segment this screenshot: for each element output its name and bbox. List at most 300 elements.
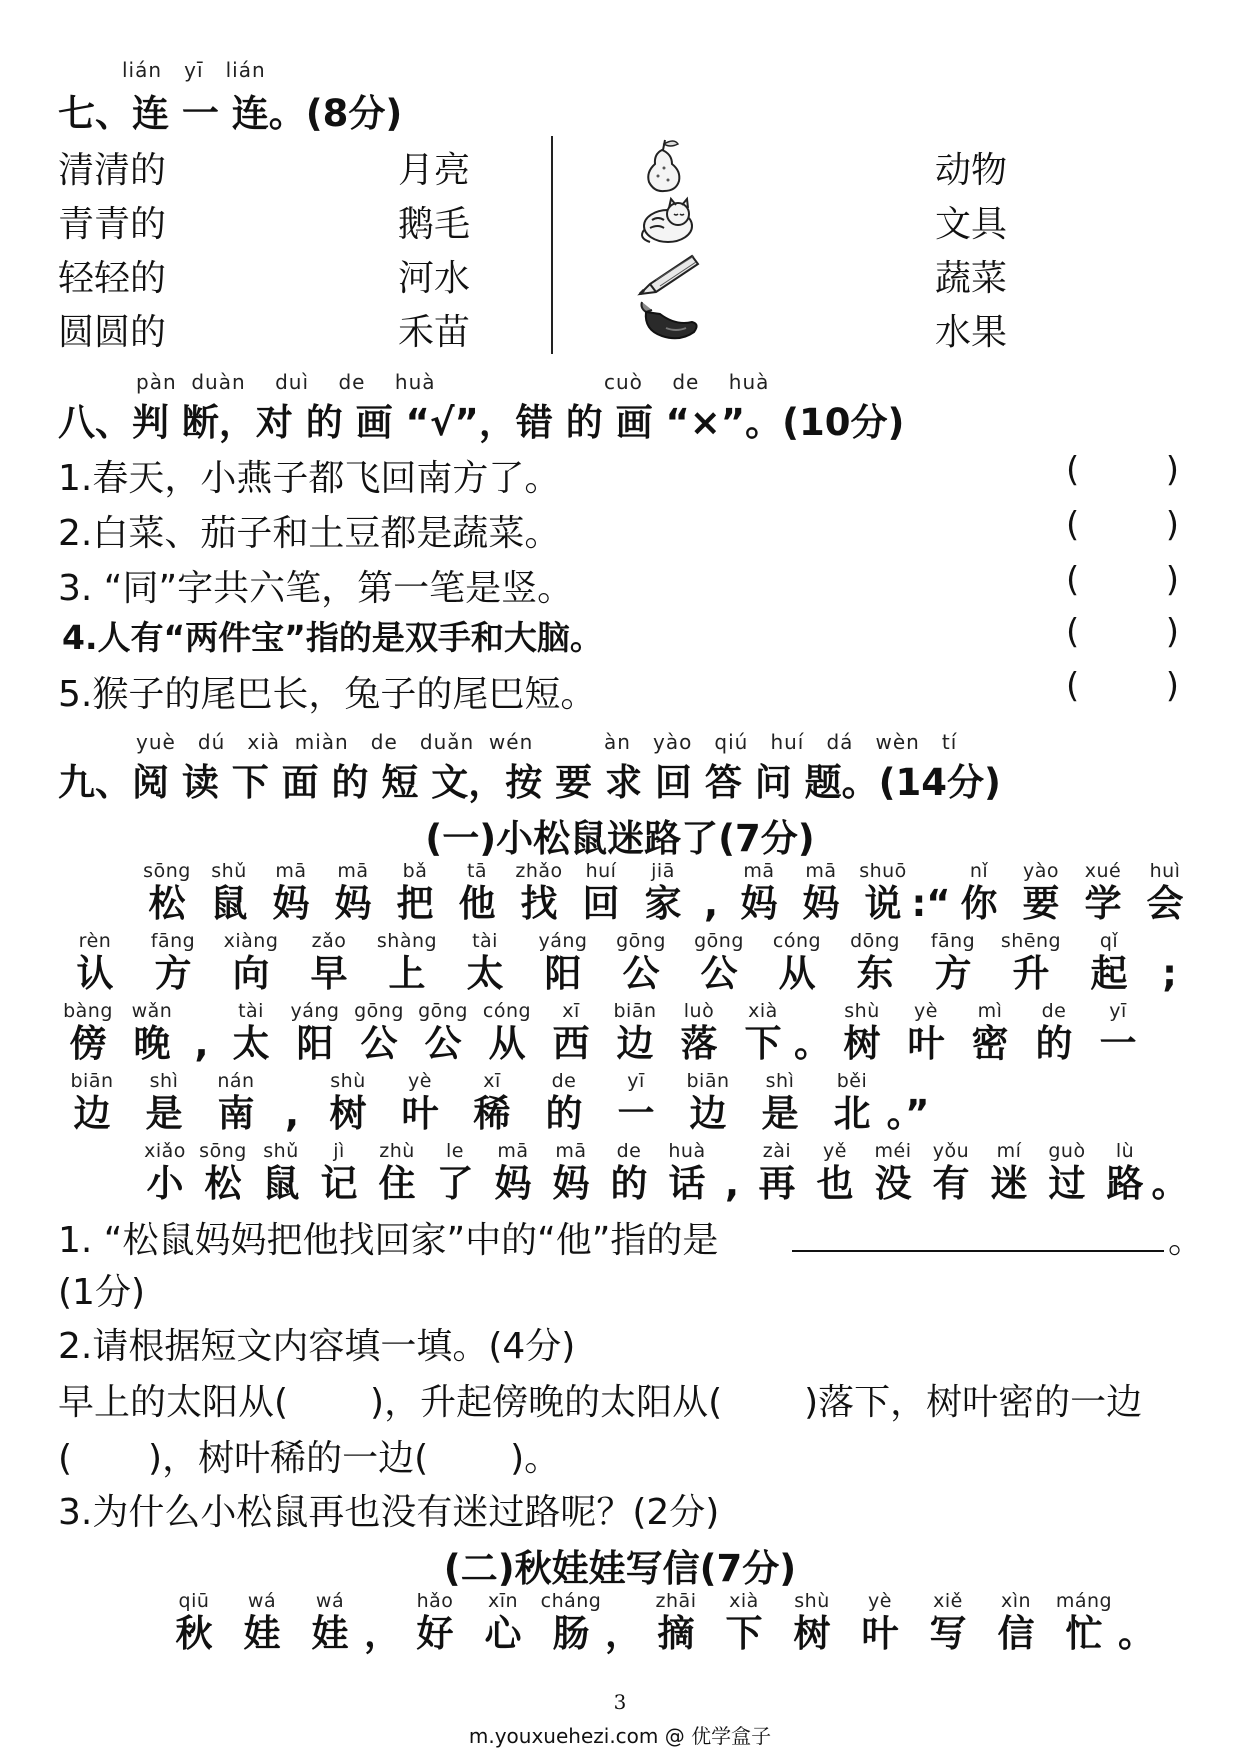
hanzi: 松 — [204, 1162, 242, 1205]
hanzi-with-pinyin — [836, 930, 914, 996]
pinyin: zǎo — [311, 930, 347, 952]
hanzi: 边 — [689, 1092, 727, 1135]
hanzi: 树 — [793, 1612, 831, 1655]
punctuation — [605, 1590, 642, 1656]
match-right-word[interactable]: 河水 — [398, 258, 471, 299]
hanzi-with-pinyin — [401, 1590, 469, 1656]
hanzi-with-pinyin — [728, 860, 790, 926]
hanzi-with-pinyin — [322, 860, 384, 926]
pinyin: mā — [497, 1140, 529, 1162]
hanzi: :“ — [911, 882, 951, 925]
pinyin: tā — [466, 860, 488, 882]
hanzi: 方 — [934, 952, 972, 995]
pinyin: mā — [743, 860, 775, 882]
pinyin: jiā — [651, 860, 675, 882]
hanzi: 回 — [582, 882, 620, 925]
hanzi: 边 — [616, 1022, 654, 1065]
punctuation — [1148, 930, 1191, 996]
hanzi-with-pinyin — [914, 930, 992, 996]
punctuation — [795, 1000, 830, 1066]
hanzi-with-pinyin — [384, 1070, 456, 1136]
pinyin: nán — [217, 1070, 255, 1092]
hanzi-with-pinyin — [446, 860, 508, 926]
fill-text: )。 — [510, 1438, 561, 1479]
hanzi-with-pinyin — [806, 1140, 864, 1206]
pinyin: yī — [627, 1070, 645, 1092]
pinyin: luò — [683, 1000, 715, 1022]
hanzi-with-pinyin — [758, 930, 836, 996]
hanzi-with-pinyin — [411, 1000, 475, 1066]
hanzi: 会 — [1146, 882, 1184, 925]
hanzi-with-pinyin — [212, 930, 290, 996]
hanzi: 住 — [378, 1162, 416, 1205]
answer-parentheses[interactable]: ( ) — [1066, 612, 1179, 652]
pinyin-syllable: miàn — [294, 730, 349, 754]
hanzi: ， — [605, 1612, 642, 1655]
hanzi-with-pinyin — [1134, 860, 1196, 926]
hanzi-with-pinyin — [914, 1590, 982, 1656]
judge-item: 1.春天，小燕子都飞回南方了。 — [58, 458, 561, 499]
hanzi-with-pinyin — [456, 1070, 528, 1136]
section8-title: 八、判 断，对 的 画 “√”，错 的 画 “×”。(10分) — [58, 401, 905, 444]
pinyin: shù — [330, 1070, 366, 1092]
hanzi: 叶 — [401, 1092, 439, 1135]
hanzi-with-pinyin — [469, 1590, 537, 1656]
pinyin: máng — [1055, 1590, 1113, 1612]
hanzi: 南 — [217, 1092, 255, 1135]
pinyin-syllable: huí — [770, 730, 805, 754]
hanzi: 树 — [329, 1092, 367, 1135]
hanzi: 下 — [744, 1022, 782, 1065]
hanzi-with-pinyin — [537, 1590, 605, 1656]
hanzi: 心 — [484, 1612, 522, 1655]
eggplant-icon[interactable] — [636, 298, 702, 344]
pinyin: xī — [483, 1070, 501, 1092]
punctuation — [184, 1000, 219, 1066]
hanzi-with-pinyin — [864, 1140, 922, 1206]
hanzi-with-pinyin — [56, 1070, 128, 1136]
answer-parentheses[interactable]: ( ) — [1066, 450, 1179, 490]
pinyin: xī — [562, 1000, 580, 1022]
pinyin: wǎn — [131, 1000, 173, 1022]
hanzi-with-pinyin — [160, 1590, 228, 1656]
hanzi-with-pinyin — [484, 1140, 542, 1206]
pinyin: xīn — [487, 1590, 519, 1612]
pinyin: shì — [765, 1070, 795, 1092]
pinyin: jì — [333, 1140, 345, 1162]
pinyin: huí — [585, 860, 617, 882]
hanzi-with-pinyin — [816, 1070, 888, 1136]
pinyin-syllable: cuò — [604, 370, 643, 394]
hanzi-with-pinyin — [194, 1140, 252, 1206]
hanzi-with-pinyin — [744, 1070, 816, 1136]
hanzi: 。 — [1151, 1162, 1189, 1205]
match-right-word[interactable]: 月亮 — [398, 150, 471, 191]
pear-icon[interactable] — [640, 136, 686, 194]
pinyin: shì — [149, 1070, 179, 1092]
pinyin: sōng — [143, 860, 191, 882]
match-right-word[interactable]: 禾苗 — [398, 312, 471, 353]
question-2: 2.请根据短文内容填一填。(4分) — [58, 1326, 576, 1367]
pinyin-syllable: de — [672, 370, 700, 394]
hanzi: 肠 — [552, 1612, 590, 1655]
pinyin: hǎo — [416, 1590, 454, 1612]
pinyin-syllable: de — [370, 730, 398, 754]
pinyin-syllable: wèn — [875, 730, 920, 754]
pinyin: xìn — [1000, 1590, 1032, 1612]
judge-item: 2.白菜、茄子和土豆都是蔬菜。 — [58, 513, 561, 554]
pinyin-syllable: tí — [941, 730, 958, 754]
hanzi: 鼠 — [210, 882, 248, 925]
hanzi: 公 — [622, 952, 660, 995]
hanzi: 向 — [232, 952, 270, 995]
site-footer[interactable]: m.youxuehezi.com @ 优学盒子 — [468, 1724, 772, 1748]
match-left-word[interactable]: 青青的 — [58, 204, 167, 245]
hanzi-with-pinyin — [658, 1140, 716, 1206]
hanzi-with-pinyin — [790, 860, 852, 926]
hanzi: 信 — [997, 1612, 1035, 1655]
hanzi: 公 — [360, 1022, 398, 1065]
section8-pinyin-2 — [604, 370, 769, 394]
pinyin: gōng — [694, 930, 744, 952]
hanzi: 娃 — [243, 1612, 281, 1655]
pinyin: gōng — [354, 1000, 404, 1022]
pinyin-syllable: duǎn — [419, 730, 475, 754]
punctuation — [694, 860, 728, 926]
question-1: 1. “松鼠妈妈把他找回家”中的“他”指的是 — [58, 1220, 719, 1261]
hanzi: 稀 — [473, 1092, 511, 1135]
pinyin: mì — [977, 1000, 1003, 1022]
section7-title: 七、连 一 连。(8分) — [58, 92, 403, 135]
pinyin: shù — [794, 1590, 830, 1612]
pinyin-syllable: àn — [604, 730, 631, 754]
punctuation — [911, 860, 951, 926]
hanzi: 。 — [1118, 1612, 1155, 1655]
hanzi-with-pinyin — [198, 860, 260, 926]
hanzi: 妈 — [272, 882, 310, 925]
column-divider — [551, 136, 553, 354]
pinyin-syllable: yī — [184, 58, 204, 82]
hanzi: , — [194, 1022, 209, 1065]
pinyin: tài — [238, 1000, 264, 1022]
punctuation — [1151, 1140, 1189, 1206]
match-right-word[interactable]: 鹅毛 — [398, 204, 471, 245]
section8-pinyin — [136, 370, 436, 394]
category-word[interactable]: 蔬菜 — [935, 258, 1008, 299]
pinyin: yè — [914, 1000, 938, 1022]
judge-item: 4.人有“两件宝”指的是双手和大脑。 — [62, 618, 603, 657]
hanzi-with-pinyin — [980, 1140, 1038, 1206]
hanzi-with-pinyin — [120, 1000, 184, 1066]
hanzi: 的 — [545, 1092, 583, 1135]
pinyin: shēng — [1000, 930, 1062, 952]
pinyin-syllable: xià — [247, 730, 281, 754]
hanzi-with-pinyin — [992, 930, 1070, 996]
pinyin-syllable: huà — [728, 370, 770, 394]
pinyin: gōng — [616, 930, 666, 952]
pinyin: fāng — [150, 930, 196, 952]
match-left-word[interactable]: 圆圆的 — [58, 312, 167, 353]
hanzi: 找 — [520, 882, 558, 925]
section9-title: 九、阅 读 下 面 的 短 文，按 要 求 回 答 问 题。(14分) — [58, 761, 1001, 804]
pinyin: mā — [337, 860, 369, 882]
hanzi: 升 — [1012, 952, 1050, 995]
answer-parentheses[interactable]: ( ) — [1066, 505, 1179, 545]
pinyin: yè — [868, 1590, 892, 1612]
match-left-word[interactable]: 清清的 — [58, 150, 167, 191]
hanzi-with-pinyin — [136, 1140, 194, 1206]
hanzi: 迷 — [990, 1162, 1028, 1205]
pinyin: yě — [823, 1140, 847, 1162]
hanzi: 从 — [778, 952, 816, 995]
pinyin-syllable: qiú — [714, 730, 749, 754]
passage1-line — [56, 1000, 1150, 1066]
fill-text: )，升起傍晚的太阳从( — [370, 1382, 723, 1423]
pinyin: qiū — [178, 1590, 210, 1612]
hanzi: 有 — [932, 1162, 970, 1205]
hanzi-with-pinyin — [1022, 1000, 1086, 1066]
pinyin: de — [1041, 1000, 1067, 1022]
category-word[interactable]: 文具 — [935, 204, 1008, 245]
hanzi-with-pinyin — [731, 1000, 795, 1066]
fill-line-1 — [58, 1374, 1142, 1425]
hanzi-with-pinyin — [570, 860, 632, 926]
pinyin: dōng — [850, 930, 900, 952]
hanzi-with-pinyin — [948, 860, 1010, 926]
fill-text: 早上的太阳从( — [58, 1382, 289, 1423]
hanzi: 的 — [1035, 1022, 1073, 1065]
pinyin: cháng — [540, 1590, 602, 1612]
hanzi-with-pinyin — [260, 860, 322, 926]
hanzi: 叶 — [861, 1612, 899, 1655]
pinyin-syllable: duì — [275, 370, 310, 394]
hanzi-with-pinyin — [1096, 1140, 1154, 1206]
punctuation — [272, 1070, 312, 1136]
hanzi: 小 — [146, 1162, 184, 1205]
match-left-word[interactable]: 轻轻的 — [58, 258, 167, 299]
hanzi-with-pinyin — [128, 1070, 200, 1136]
pinyin: de — [551, 1070, 577, 1092]
passage2-title: (二)秋娃娃写信(7分) — [443, 1547, 797, 1590]
answer-parentheses[interactable]: ( ) — [1066, 666, 1179, 706]
hanzi-with-pinyin — [710, 1590, 778, 1656]
fill-text: )，树叶稀的一边( — [148, 1438, 429, 1479]
hanzi: 松 — [148, 882, 186, 925]
hanzi: 北 — [833, 1092, 871, 1135]
hanzi-with-pinyin — [56, 930, 134, 996]
hanzi-with-pinyin — [290, 930, 368, 996]
hanzi: 你 — [960, 882, 998, 925]
hanzi-with-pinyin — [368, 1140, 426, 1206]
pinyin: huà — [668, 1140, 706, 1162]
hanzi: 了 — [436, 1162, 474, 1205]
judge-item: 3. “同”字共六笔，第一笔是竖。 — [58, 568, 574, 609]
hanzi: 没 — [874, 1162, 912, 1205]
question-1-score: (1分) — [58, 1272, 145, 1313]
hanzi: 太 — [232, 1022, 270, 1065]
hanzi: 学 — [1084, 882, 1122, 925]
hanzi-with-pinyin — [283, 1000, 347, 1066]
pencil-icon[interactable] — [636, 250, 702, 300]
pinyin: mā — [275, 860, 307, 882]
pinyin: xiàng — [223, 930, 279, 952]
hanzi-with-pinyin — [310, 1140, 368, 1206]
pinyin: le — [446, 1140, 464, 1162]
pinyin: biān — [70, 1070, 114, 1092]
pinyin: shǔ — [211, 860, 247, 882]
passage1-title: (一)小松鼠迷路了(7分) — [425, 817, 815, 860]
hanzi-with-pinyin — [778, 1590, 846, 1656]
pinyin: yào — [1022, 860, 1059, 882]
hanzi: 晚 — [133, 1022, 171, 1065]
hanzi-with-pinyin — [312, 1070, 384, 1136]
category-word[interactable]: 动物 — [935, 150, 1008, 191]
pinyin: mā — [805, 860, 837, 882]
pinyin: shǔ — [263, 1140, 299, 1162]
cat-icon[interactable] — [638, 196, 698, 246]
hanzi: 过 — [1048, 1162, 1086, 1205]
pinyin: rèn — [78, 930, 112, 952]
hanzi: ， — [364, 1612, 401, 1655]
pinyin-syllable: yuè — [136, 730, 176, 754]
pinyin: yǒu — [932, 1140, 970, 1162]
pinyin: shù — [844, 1000, 880, 1022]
hanzi-with-pinyin — [672, 1070, 744, 1136]
pinyin: biān — [686, 1070, 730, 1092]
hanzi: 是 — [145, 1092, 183, 1135]
pinyin: yáng — [290, 1000, 340, 1022]
hanzi: 从 — [488, 1022, 526, 1065]
pinyin: nǐ — [969, 860, 989, 882]
answer-parentheses[interactable]: ( ) — [1066, 560, 1179, 600]
pinyin-syllable: de — [338, 370, 366, 394]
hanzi: 再 — [758, 1162, 796, 1205]
passage1-line — [56, 1070, 928, 1136]
section7-pinyin — [122, 58, 266, 82]
hanzi-with-pinyin — [475, 1000, 539, 1066]
hanzi: 摘 — [657, 1612, 695, 1655]
hanzi-with-pinyin — [603, 1000, 667, 1066]
hanzi: , — [703, 882, 719, 925]
hanzi: 方 — [154, 952, 192, 995]
pinyin: lù — [1115, 1140, 1135, 1162]
hanzi: 鼠 — [262, 1162, 300, 1205]
hanzi-with-pinyin — [602, 930, 680, 996]
hanzi: , — [724, 1162, 740, 1205]
punctuation — [888, 1070, 928, 1136]
pinyin: fāng — [930, 930, 976, 952]
hanzi: 公 — [424, 1022, 462, 1065]
pinyin: zhǎo — [515, 860, 563, 882]
hanzi-with-pinyin — [252, 1140, 310, 1206]
pinyin-syllable: duàn — [191, 370, 246, 394]
hanzi: 妈 — [334, 882, 372, 925]
hanzi: 要 — [1022, 882, 1060, 925]
hanzi-with-pinyin — [846, 1590, 914, 1656]
pinyin-syllable: wén — [488, 730, 534, 754]
hanzi-with-pinyin — [296, 1590, 364, 1656]
passage1-line — [136, 1140, 1189, 1206]
punctuation — [716, 1140, 748, 1206]
pinyin: yáng — [538, 930, 588, 952]
hanzi-with-pinyin — [748, 1140, 806, 1206]
hanzi: 树 — [843, 1022, 881, 1065]
hanzi: 落 — [680, 1022, 718, 1065]
hanzi: 秋 — [175, 1612, 213, 1655]
hanzi-with-pinyin — [446, 930, 524, 996]
hanzi: 说 — [864, 882, 902, 925]
pinyin-syllable: dá — [826, 730, 854, 754]
hanzi-with-pinyin — [426, 1140, 484, 1206]
page-number: 3 — [613, 1690, 627, 1714]
hanzi-with-pinyin — [219, 1000, 283, 1066]
pinyin: bǎ — [402, 860, 428, 882]
hanzi: 东 — [856, 952, 894, 995]
hanzi-with-pinyin — [542, 1140, 600, 1206]
pinyin: yè — [408, 1070, 432, 1092]
pinyin: xiǎo — [144, 1140, 186, 1162]
pinyin: yī — [1109, 1000, 1127, 1022]
hanzi-with-pinyin — [528, 1070, 600, 1136]
hanzi: 也 — [816, 1162, 854, 1205]
passage2-line — [160, 1590, 1155, 1656]
hanzi-with-pinyin — [667, 1000, 731, 1066]
hanzi-with-pinyin — [136, 860, 198, 926]
hanzi-with-pinyin — [1010, 860, 1072, 926]
hanzi-with-pinyin — [632, 860, 694, 926]
hanzi: 傍 — [69, 1022, 107, 1065]
hanzi-with-pinyin — [922, 1140, 980, 1206]
hanzi: 一 — [1099, 1022, 1137, 1065]
section9-pinyin — [136, 730, 533, 754]
hanzi: 边 — [73, 1092, 111, 1135]
hanzi-with-pinyin — [368, 930, 446, 996]
hanzi: 的 — [610, 1162, 648, 1205]
hanzi: 话 — [668, 1162, 706, 1205]
hanzi-with-pinyin — [384, 860, 446, 926]
hanzi: 下 — [725, 1612, 763, 1655]
hanzi: 妈 — [802, 882, 840, 925]
question-1-end: 。 — [1168, 1220, 1205, 1261]
pinyin: mā — [555, 1140, 587, 1162]
pinyin: tài — [472, 930, 498, 952]
hanzi-with-pinyin — [200, 1070, 272, 1136]
hanzi-with-pinyin — [600, 1070, 672, 1136]
answer-blank[interactable] — [792, 1250, 1164, 1252]
pinyin: gōng — [418, 1000, 468, 1022]
pinyin: shàng — [376, 930, 438, 952]
hanzi: 密 — [971, 1022, 1009, 1065]
hanzi: 写 — [929, 1612, 967, 1655]
category-word[interactable]: 水果 — [935, 312, 1008, 353]
hanzi: 一 — [617, 1092, 655, 1135]
passage1-line — [56, 930, 1191, 996]
hanzi: 妈 — [740, 882, 778, 925]
hanzi: 太 — [466, 952, 504, 995]
hanzi: 是 — [761, 1092, 799, 1135]
pinyin: bàng — [63, 1000, 113, 1022]
hanzi: 叶 — [907, 1022, 945, 1065]
hanzi-with-pinyin — [134, 930, 212, 996]
pinyin: sōng — [199, 1140, 247, 1162]
pinyin: xià — [729, 1590, 759, 1612]
hanzi: 西 — [552, 1022, 590, 1065]
punctuation — [364, 1590, 401, 1656]
pinyin: qǐ — [1099, 930, 1119, 952]
hanzi: 好 — [416, 1612, 454, 1655]
hanzi: 家 — [644, 882, 682, 925]
fill-line-2 — [58, 1430, 560, 1481]
